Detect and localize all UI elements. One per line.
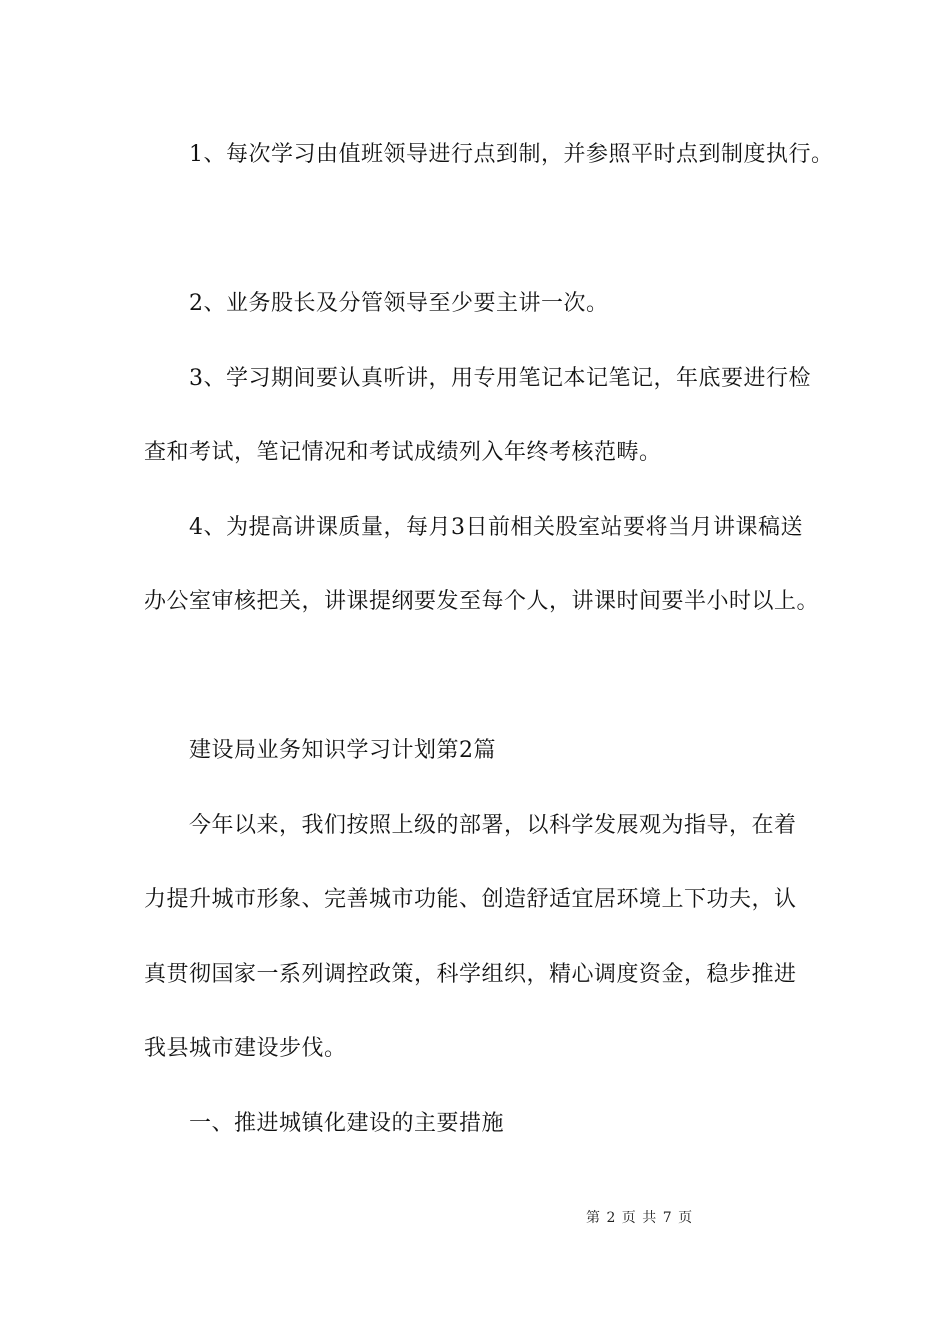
paragraph-4-line-1: 4、为提高讲课质量，每月3日前相关股室站要将当月讲课稿送 — [189, 515, 803, 540]
section-title: 建设局业务知识学习计划第2篇 — [189, 738, 496, 763]
paragraph-5-line-4: 我县城市建设步伐。 — [144, 1036, 347, 1061]
paragraph-2-line-1: 2、业务股长及分管领导至少要主讲一次。 — [189, 291, 609, 316]
paragraph-5-line-1: 今年以来，我们按照上级的部署，以科学发展观为指导，在着 — [189, 813, 797, 838]
subheading: 一、推进城镇化建设的主要措施 — [189, 1111, 505, 1136]
paragraph-5-line-2: 力提升城市形象、完善城市功能、创造舒适宜居环境上下功夫，认 — [144, 887, 797, 912]
paragraph-4-line-2: 办公室审核把关，讲课提纲要发至每个人，讲课时间要半小时以上。 — [144, 589, 820, 614]
paragraph-5-line-3: 真贯彻国家一系列调控政策，科学组织，精心调度资金，稳步推进 — [144, 962, 797, 987]
paragraph-3-line-1: 3、学习期间要认真听讲，用专用笔记本记笔记，年底要进行检 — [189, 366, 811, 391]
paragraph-1-line-1: 1、每次学习由值班领导进行点到制，并参照平时点到制度执行。 — [189, 142, 834, 167]
paragraph-3-line-2: 查和考试，笔记情况和考试成绩列入年终考核范畴。 — [144, 440, 662, 465]
page-number: 第 2 页 共 7 页 — [586, 1210, 694, 1226]
